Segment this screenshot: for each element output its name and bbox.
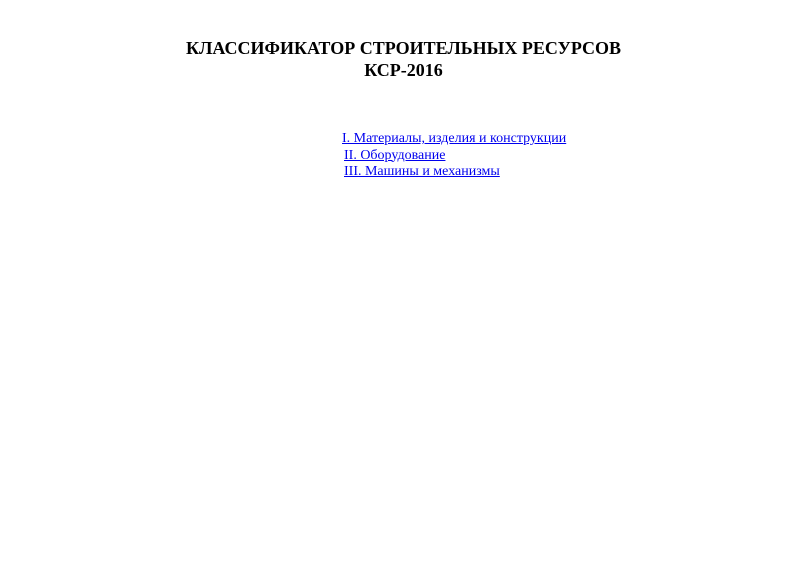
- page-title-line-1: КЛАССИФИКАТОР СТРОИТЕЛЬНЫХ РЕСУРСОВ: [185, 38, 622, 58]
- section-links: [342, 131, 566, 181]
- link-materials[interactable]: I. Материалы, изделия и конструкции: [342, 131, 567, 146]
- page-title-line-2: КСР-2016: [364, 60, 443, 80]
- page-title: [0, 37, 807, 81]
- link-machines[interactable]: III. Машины и механизмы: [344, 164, 500, 179]
- link-equipment[interactable]: II. Оборудование: [344, 147, 446, 163]
